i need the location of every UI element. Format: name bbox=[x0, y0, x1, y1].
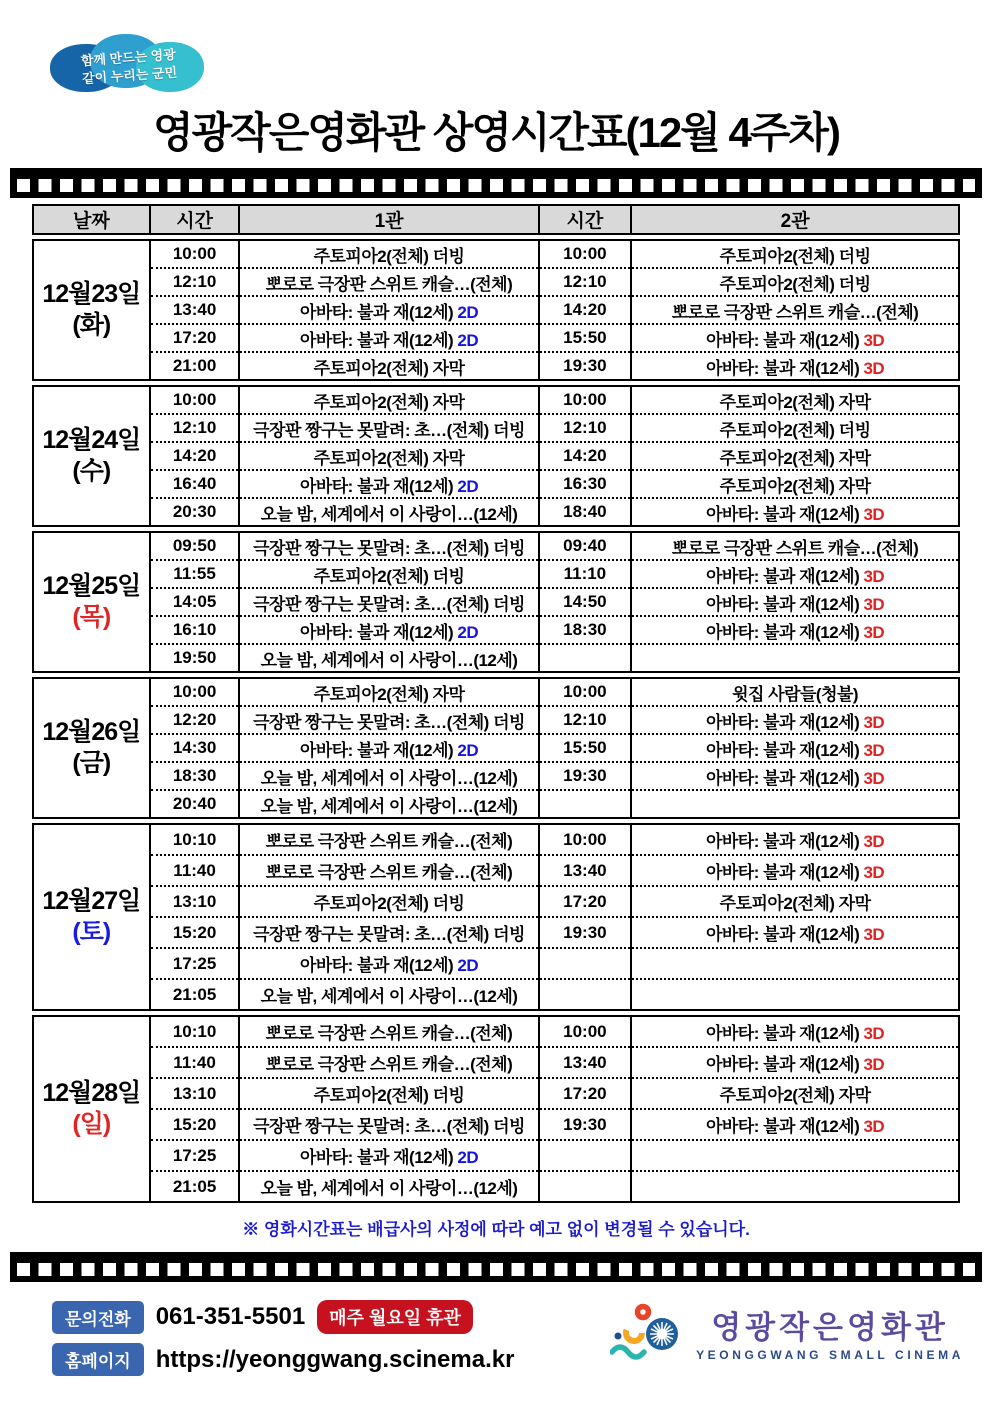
movie-screen2 bbox=[631, 588, 959, 616]
schedule-header-row bbox=[32, 204, 960, 235]
movie-screen2 bbox=[631, 979, 959, 1010]
showtime-screen1: 16:10 bbox=[150, 616, 240, 644]
showtime-screen2: 18:30 bbox=[539, 616, 632, 644]
showtime-screen1: 09:50 bbox=[150, 532, 240, 560]
movie-screen1 bbox=[239, 1171, 538, 1202]
county-slogan-line1: 함께 만드는 영광 bbox=[80, 47, 177, 69]
movie-screen2 bbox=[631, 324, 959, 352]
showtime-screen2: 18:40 bbox=[539, 498, 632, 526]
movie-screen2 bbox=[631, 1140, 959, 1171]
movie-title: 극장판 짱구는 못말려: 초…(전체) 더빙 bbox=[253, 420, 525, 440]
showtime-screen1: 12:20 bbox=[150, 706, 240, 734]
format-label: 2D bbox=[453, 622, 479, 642]
movie-screen1 bbox=[239, 790, 538, 818]
movie-screen1 bbox=[239, 1047, 538, 1078]
county-logo bbox=[50, 34, 208, 100]
date-text: 12월27일 bbox=[42, 886, 141, 915]
movie-screen2 bbox=[631, 532, 959, 560]
movie-screen2 bbox=[631, 240, 959, 268]
showtime-screen1: 15:20 bbox=[150, 917, 240, 948]
weekday-text: (금) bbox=[72, 749, 111, 777]
movie-title: 아바타: 불과 재(12세) bbox=[299, 476, 454, 496]
showtime-screen2: 19:30 bbox=[539, 1109, 632, 1140]
showtime-screen2: 10:00 bbox=[539, 678, 632, 706]
showtime-screen2: 09:40 bbox=[539, 532, 632, 560]
showtime-screen2: 12:10 bbox=[539, 414, 632, 442]
movie-title: 아바타: 불과 재(12세) bbox=[299, 330, 454, 350]
day-block bbox=[32, 239, 960, 381]
movie-title: 주토피아2(전체) 자막 bbox=[313, 448, 465, 468]
movie-title: 주토피아2(전체) 더빙 bbox=[719, 246, 871, 266]
movie-screen1 bbox=[239, 1078, 538, 1109]
showtime-screen2: 10:00 bbox=[539, 824, 632, 855]
film-strip-holes bbox=[17, 1263, 975, 1276]
showtime-screen2: 13:40 bbox=[539, 855, 632, 886]
showtime-screen1: 21:00 bbox=[150, 352, 240, 380]
date-cell bbox=[33, 240, 150, 380]
showtime-screen1: 13:40 bbox=[150, 296, 240, 324]
movie-screen1 bbox=[239, 296, 538, 324]
movie-screen2 bbox=[631, 560, 959, 588]
format-label: 2D bbox=[453, 956, 479, 975]
movie-title: 아바타: 불과 재(12세) bbox=[705, 925, 860, 944]
showtime-screen1: 11:55 bbox=[150, 560, 240, 588]
movie-screen1 bbox=[239, 644, 538, 672]
movie-screen2 bbox=[631, 917, 959, 948]
movie-screen1 bbox=[239, 442, 538, 470]
movie-screen2 bbox=[631, 790, 959, 818]
movie-screen2 bbox=[631, 352, 959, 380]
movie-screen1 bbox=[239, 678, 538, 706]
movie-title: 극장판 짱구는 못말려: 초…(전체) 더빙 bbox=[253, 1117, 525, 1136]
movie-screen2 bbox=[631, 268, 959, 296]
format-label: 3D bbox=[859, 358, 885, 378]
movie-title: 뽀로로 극장판 스위트 캐슬…(전체) bbox=[265, 832, 513, 851]
movie-screen2 bbox=[631, 616, 959, 644]
movie-title: 주토피아2(전체) 자막 bbox=[719, 1086, 871, 1105]
movie-screen1 bbox=[239, 386, 538, 414]
movie-screen1 bbox=[239, 470, 538, 498]
format-label: 3D bbox=[859, 768, 885, 788]
movie-title: 뽀로로 극장판 스위트 캐슬…(전체) bbox=[671, 538, 919, 558]
movie-title: 주토피아2(전체) 자막 bbox=[313, 358, 465, 378]
cinema-brand bbox=[610, 1302, 964, 1364]
cinema-name-english: YEONGGWANG SMALL CINEMA bbox=[696, 1348, 964, 1362]
showtime-screen2: 14:50 bbox=[539, 588, 632, 616]
showtime-screen2 bbox=[539, 1171, 632, 1202]
showtime-screen1: 10:10 bbox=[150, 824, 240, 855]
date-cell bbox=[33, 386, 150, 526]
film-strip-top bbox=[10, 168, 982, 198]
format-label: 3D bbox=[859, 740, 885, 760]
weekday-text: (일) bbox=[72, 1110, 111, 1138]
movie-screen1 bbox=[239, 414, 538, 442]
movie-title: 아바타: 불과 재(12세) bbox=[705, 566, 860, 586]
day-block bbox=[32, 531, 960, 673]
schedule-table bbox=[32, 204, 960, 1203]
showtime-screen1: 20:30 bbox=[150, 498, 240, 526]
movie-screen2 bbox=[631, 470, 959, 498]
format-label: 3D bbox=[859, 330, 885, 350]
showtime-screen1: 21:05 bbox=[150, 979, 240, 1010]
showtime-screen1: 15:20 bbox=[150, 1109, 240, 1140]
date-cell bbox=[33, 824, 150, 1010]
date-text: 12월28일 bbox=[42, 1078, 141, 1107]
showtime-screen2: 16:30 bbox=[539, 470, 632, 498]
showtime-screen1: 13:10 bbox=[150, 1078, 240, 1109]
date-cell bbox=[33, 678, 150, 818]
showtime-screen2: 14:20 bbox=[539, 296, 632, 324]
showtime-screen2: 12:10 bbox=[539, 706, 632, 734]
movie-screen2 bbox=[631, 706, 959, 734]
weekday-text: (목) bbox=[72, 603, 111, 631]
showtime-screen1: 17:25 bbox=[150, 1140, 240, 1171]
movie-title: 오늘 밤, 세계에서 이 사랑이…(12세) bbox=[260, 1179, 518, 1198]
showtime-screen1: 10:00 bbox=[150, 240, 240, 268]
movie-screen1 bbox=[239, 560, 538, 588]
county-slogan-line2: 같이 누리는 군민 bbox=[81, 64, 178, 87]
day-block bbox=[32, 823, 960, 1011]
movie-screen1 bbox=[239, 1140, 538, 1171]
weekday-text: (토) bbox=[72, 918, 111, 946]
showtime-screen2 bbox=[539, 644, 632, 672]
movie-screen1 bbox=[239, 824, 538, 855]
showtime-screen2 bbox=[539, 948, 632, 979]
movie-title: 주토피아2(전체) 자막 bbox=[313, 684, 465, 704]
format-label: 3D bbox=[859, 1055, 885, 1074]
film-strip-holes bbox=[17, 179, 975, 192]
movie-title: 아바타: 불과 재(12세) bbox=[299, 956, 454, 975]
showtime-screen2: 15:50 bbox=[539, 324, 632, 352]
movie-screen2 bbox=[631, 1109, 959, 1140]
day-block bbox=[32, 385, 960, 527]
movie-screen2 bbox=[631, 1171, 959, 1202]
movie-title: 아바타: 불과 재(12세) bbox=[299, 622, 454, 642]
movie-title: 주토피아2(전체) 자막 bbox=[719, 392, 871, 412]
date-cell bbox=[33, 1016, 150, 1202]
format-label: 2D bbox=[453, 740, 479, 760]
showtime-screen2: 17:20 bbox=[539, 886, 632, 917]
movie-title: 주토피아2(전체) 자막 bbox=[313, 392, 465, 412]
movie-title: 아바타: 불과 재(12세) bbox=[705, 358, 860, 378]
homepage-label-badge: 홈페이지 bbox=[52, 1343, 144, 1376]
movie-screen1 bbox=[239, 588, 538, 616]
col-header-time-1: 시간 bbox=[150, 205, 240, 234]
format-label: 2D bbox=[453, 330, 479, 350]
movie-title: 오늘 밤, 세계에서 이 사랑이…(12세) bbox=[260, 768, 518, 788]
movie-title: 윗집 사람들(청불) bbox=[732, 684, 859, 704]
movie-screen2 bbox=[631, 1016, 959, 1047]
movie-title: 아바타: 불과 재(12세) bbox=[705, 594, 860, 614]
movie-title: 아바타: 불과 재(12세) bbox=[705, 1024, 860, 1043]
date-text: 12월26일 bbox=[42, 717, 141, 746]
movie-screen2 bbox=[631, 644, 959, 672]
movie-title: 아바타: 불과 재(12세) bbox=[705, 504, 860, 524]
movie-screen2 bbox=[631, 1047, 959, 1078]
movie-screen1 bbox=[239, 886, 538, 917]
movie-title: 아바타: 불과 재(12세) bbox=[705, 1117, 860, 1136]
showtime-screen2: 10:00 bbox=[539, 386, 632, 414]
disclaimer-note: ※ 영화시간표는 배급사의 사정에 따라 예고 없이 변경될 수 있습니다. bbox=[242, 1220, 750, 1239]
showtime-screen2 bbox=[539, 1140, 632, 1171]
movie-title: 아바타: 불과 재(12세) bbox=[705, 768, 860, 788]
showtime-screen1: 10:10 bbox=[150, 1016, 240, 1047]
showtime-screen2: 11:10 bbox=[539, 560, 632, 588]
day-block bbox=[32, 1015, 960, 1203]
showtime-screen1: 10:00 bbox=[150, 678, 240, 706]
weekday-text: (화) bbox=[72, 311, 111, 339]
movie-screen1 bbox=[239, 1109, 538, 1140]
format-label: 2D bbox=[453, 1148, 479, 1167]
movie-screen2 bbox=[631, 678, 959, 706]
showtime-screen2: 19:30 bbox=[539, 917, 632, 948]
movie-title: 아바타: 불과 재(12세) bbox=[705, 1055, 860, 1074]
format-label: 2D bbox=[453, 476, 479, 496]
movie-title: 뽀로로 극장판 스위트 캐슬…(전체) bbox=[265, 1055, 513, 1074]
showtime-screen1: 11:40 bbox=[150, 1047, 240, 1078]
showtime-screen2 bbox=[539, 979, 632, 1010]
showtime-screen1: 21:05 bbox=[150, 1171, 240, 1202]
movie-title: 아바타: 불과 재(12세) bbox=[705, 863, 860, 882]
col-header-time-2: 시간 bbox=[539, 205, 632, 234]
movie-title: 아바타: 불과 재(12세) bbox=[299, 740, 454, 760]
showtime-screen1: 14:20 bbox=[150, 442, 240, 470]
movie-title: 극장판 짱구는 못말려: 초…(전체) 더빙 bbox=[253, 712, 525, 732]
showtime-screen2: 17:20 bbox=[539, 1078, 632, 1109]
movie-screen1 bbox=[239, 762, 538, 790]
movie-screen1 bbox=[239, 948, 538, 979]
movie-title: 아바타: 불과 재(12세) bbox=[705, 622, 860, 642]
movie-title: 극장판 짱구는 못말려: 초…(전체) 더빙 bbox=[253, 594, 525, 614]
movie-screen1 bbox=[239, 616, 538, 644]
movie-screen2 bbox=[631, 414, 959, 442]
movie-title: 극장판 짱구는 못말려: 초…(전체) 더빙 bbox=[253, 538, 525, 558]
movie-title: 오늘 밤, 세계에서 이 사랑이…(12세) bbox=[260, 987, 518, 1006]
showtime-screen1: 14:05 bbox=[150, 588, 240, 616]
movie-title: 주토피아2(전체) 더빙 bbox=[719, 274, 871, 294]
movie-title: 주토피아2(전체) 자막 bbox=[719, 448, 871, 468]
movie-screen2 bbox=[631, 296, 959, 324]
format-label: 3D bbox=[859, 1117, 885, 1136]
showtime-screen1: 17:25 bbox=[150, 948, 240, 979]
movie-title: 아바타: 불과 재(12세) bbox=[705, 712, 860, 732]
col-header-screen2: 2관 bbox=[631, 205, 959, 234]
showtime-screen1: 20:40 bbox=[150, 790, 240, 818]
format-label: 2D bbox=[453, 302, 479, 322]
movie-screen2 bbox=[631, 855, 959, 886]
weekday-text: (수) bbox=[72, 457, 111, 485]
showtime-screen1: 10:00 bbox=[150, 386, 240, 414]
movie-screen2 bbox=[631, 734, 959, 762]
movie-title: 아바타: 불과 재(12세) bbox=[705, 330, 860, 350]
cinema-name-korean: 영광작은영화관 bbox=[711, 1310, 949, 1345]
movie-screen1 bbox=[239, 532, 538, 560]
showtime-screen1: 16:40 bbox=[150, 470, 240, 498]
movie-screen1 bbox=[239, 324, 538, 352]
movie-screen1 bbox=[239, 268, 538, 296]
format-label: 3D bbox=[859, 504, 885, 524]
day-block bbox=[32, 677, 960, 819]
movie-screen2 bbox=[631, 1078, 959, 1109]
format-label: 3D bbox=[859, 863, 885, 882]
movie-title: 주토피아2(전체) 자막 bbox=[719, 894, 871, 913]
movie-screen2 bbox=[631, 824, 959, 855]
movie-title: 아바타: 불과 재(12세) bbox=[705, 740, 860, 760]
showtime-screen1: 18:30 bbox=[150, 762, 240, 790]
movie-title: 오늘 밤, 세계에서 이 사랑이…(12세) bbox=[260, 650, 518, 670]
showtime-screen2: 10:00 bbox=[539, 240, 632, 268]
format-label: 3D bbox=[859, 832, 885, 851]
movie-screen2 bbox=[631, 886, 959, 917]
county-logo-text bbox=[48, 29, 210, 106]
format-label: 3D bbox=[859, 712, 885, 732]
movie-screen1 bbox=[239, 855, 538, 886]
movie-title: 뽀로로 극장판 스위트 캐슬…(전체) bbox=[265, 274, 513, 294]
showtime-screen1: 14:30 bbox=[150, 734, 240, 762]
movie-screen2 bbox=[631, 386, 959, 414]
movie-title: 뽀로로 극장판 스위트 캐슬…(전체) bbox=[265, 863, 513, 882]
movie-title: 뽀로로 극장판 스위트 캐슬…(전체) bbox=[265, 1024, 513, 1043]
showtime-screen2: 15:50 bbox=[539, 734, 632, 762]
movie-title: 극장판 짱구는 못말려: 초…(전체) 더빙 bbox=[253, 925, 525, 944]
col-header-screen1: 1관 bbox=[239, 205, 538, 234]
movie-title: 아바타: 불과 재(12세) bbox=[705, 832, 860, 851]
movie-title: 주토피아2(전체) 자막 bbox=[719, 476, 871, 496]
showtime-screen1: 17:20 bbox=[150, 324, 240, 352]
cinema-brand-text bbox=[696, 1302, 964, 1362]
format-label: 3D bbox=[859, 622, 885, 642]
showtime-screen2: 13:40 bbox=[539, 1047, 632, 1078]
showtime-screen1: 12:10 bbox=[150, 414, 240, 442]
movie-title: 아바타: 불과 재(12세) bbox=[299, 302, 454, 322]
footer bbox=[52, 1300, 992, 1390]
movie-screen1 bbox=[239, 979, 538, 1010]
col-header-date: 날짜 bbox=[33, 205, 150, 234]
showtime-screen2: 19:30 bbox=[539, 762, 632, 790]
showtime-screen1: 13:10 bbox=[150, 886, 240, 917]
page-title: 영광작은영화관 상영시간표(12월 4주차) bbox=[153, 109, 839, 156]
movie-title: 주토피아2(전체) 더빙 bbox=[313, 246, 465, 266]
movie-title: 주토피아2(전체) 더빙 bbox=[313, 1086, 465, 1105]
cinema-brand-icon bbox=[610, 1302, 688, 1364]
movie-title: 주토피아2(전체) 더빙 bbox=[719, 420, 871, 440]
movie-title: 주토피아2(전체) 더빙 bbox=[313, 894, 465, 913]
phone-number: 061-351-5501 bbox=[155, 1303, 306, 1330]
date-text: 12월23일 bbox=[42, 279, 141, 308]
closed-notice-badge: 매주 월요일 휴관 bbox=[317, 1300, 473, 1334]
movie-title: 뽀로로 극장판 스위트 캐슬…(전체) bbox=[671, 302, 919, 322]
movie-screen1 bbox=[239, 734, 538, 762]
schedule-blocks bbox=[32, 239, 960, 1203]
movie-title: 오늘 밤, 세계에서 이 사랑이…(12세) bbox=[260, 796, 518, 816]
movie-screen1 bbox=[239, 1016, 538, 1047]
movie-title: 주토피아2(전체) 더빙 bbox=[313, 566, 465, 586]
showtime-screen1: 12:10 bbox=[150, 268, 240, 296]
date-cell bbox=[33, 532, 150, 672]
format-label: 3D bbox=[859, 594, 885, 614]
movie-screen1 bbox=[239, 352, 538, 380]
movie-title: 오늘 밤, 세계에서 이 사랑이…(12세) bbox=[260, 504, 518, 524]
movie-screen1 bbox=[239, 240, 538, 268]
homepage-url: https://yeonggwang.scinema.kr bbox=[155, 1345, 515, 1373]
movie-screen1 bbox=[239, 498, 538, 526]
date-text: 12월25일 bbox=[42, 571, 141, 600]
format-label: 3D bbox=[859, 566, 885, 586]
movie-screen2 bbox=[631, 442, 959, 470]
movie-title: 아바타: 불과 재(12세) bbox=[299, 1148, 454, 1167]
date-text: 12월24일 bbox=[42, 425, 141, 454]
showtime-screen2: 14:20 bbox=[539, 442, 632, 470]
movie-screen2 bbox=[631, 762, 959, 790]
showtime-screen2: 19:30 bbox=[539, 352, 632, 380]
format-label: 3D bbox=[859, 1024, 885, 1043]
format-label: 3D bbox=[859, 925, 885, 944]
showtime-screen1: 11:40 bbox=[150, 855, 240, 886]
movie-screen2 bbox=[631, 498, 959, 526]
showtime-screen2: 12:10 bbox=[539, 268, 632, 296]
phone-label-badge: 문의전화 bbox=[52, 1301, 144, 1334]
movie-screen1 bbox=[239, 706, 538, 734]
movie-screen1 bbox=[239, 917, 538, 948]
showtime-screen2: 10:00 bbox=[539, 1016, 632, 1047]
film-strip-bottom bbox=[10, 1252, 982, 1282]
showtime-screen2 bbox=[539, 790, 632, 818]
showtime-screen1: 19:50 bbox=[150, 644, 240, 672]
movie-screen2 bbox=[631, 948, 959, 979]
